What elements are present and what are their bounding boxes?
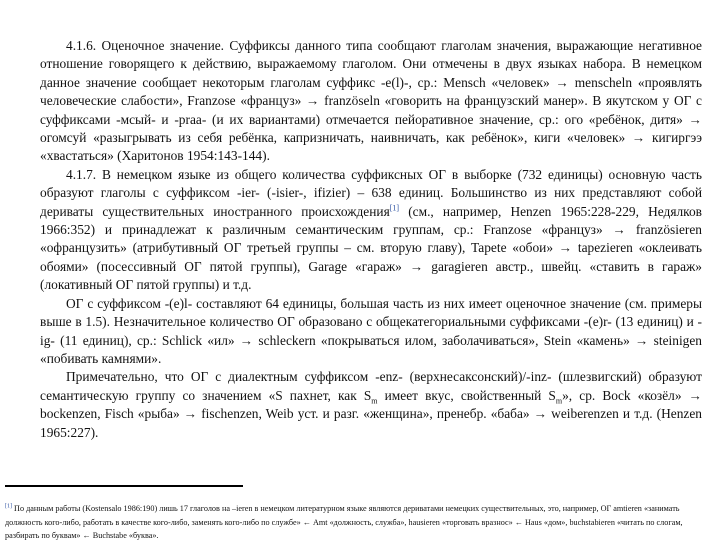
paragraph-4-1-6: 4.1.6. Оценочное значение. Суффиксы данного типа сообщают глаголам значения, выражающие негативное отношение говорящего к действию, выражаемому глаголом. Они отмечены в двух языках набора. В немецком данное значение сообщает некоторым глаголам суффикс -e(l)-, ср.: Mensch «человек» → menscheln «проявлять человеческие слабости», Franzose «француз» → französeln «говорить на французский манер». В якутском у ОГ с суффиксами -мсый- и -prаа- (и их вариантами) отмечается пейоративное значение, ср.: ого «ребёнок, дитя» → огомсуй «разыгрывать из себя ребёнка, капризничать, наивничать, как ребёнок», киги «человек» → кигиргээ «хвастаться» (Харитонов 1954:143-144). [40,38,702,164]
paragraph-text: Примечательно, что ОГ с диалектным суффиксом -enz- (верхнесаксонский)/-inz- (шлезвигский) образуют семантическую группу со значением «S пахнет, как S [40,369,702,403]
paragraph-text: 4.1.7. В немецком языке из общего количества суффиксных ОГ в выборке (732 единицы) основную часть образуют глаголы с суффиксом -ier- (-isier-, ifizier) – 638 единиц. Большинство из них представляют собой дериваты существительных иностранного происхождения [40,166,702,219]
subscript: m [371,396,378,406]
subscript: m [555,396,563,406]
footnote-text: По данным работы (Kostensalo 1986:190) лишь 17 глаголов на –ieren в немецком литературном языке являются дериватами немецких существительных, это, например, ОГ amtieren «занимать должность кого-либо, работать в качестве кого-либо, заменять кого-либо по службе» ← Amt «должность, служба», hausieren «торговать вразнос» ← Haus «дом», buchstabieren «читать по слогам, разбирать по буквам» ← Buchstabe «буква». [5,504,683,540]
footnote-reference-link[interactable]: [1] [389,203,400,213]
paragraph-text: имеет вкус, свойственный S [377,387,556,403]
paragraph-el-suffix: ОГ с суффиксом -(e)l- составляют 64 единицы, большая часть из них имеет оценочное значение (см. примеры выше в 1.5). Незначительное количество ОГ образовано с общекатегориальными суффиксами -(e)r- (13 единиц) и -ig- (11 единиц), ср.: Schlick «ил» → schleckern «покрываться илом, заболачиваться», Stein «камень» → steinigen «побивать камнями». [40,295,702,366]
document-body [40,37,702,442]
paragraph-enz-suffix [40,368,702,442]
paragraph-4-1-7 [40,166,702,295]
footnote-marker[interactable]: [1] [5,503,12,510]
footnote-separator [5,485,243,487]
paragraph-text: (см., например, Henzen 1965:228-229, Недялков 1966:352) и принадлежат к различным семантическим группам, ср.: Franzose «француз» → französieren «офранцузить» (атрибутивный ОГ третьей группы – см. вторую главу), Tapete «обои» → tapezieren «оклеивать обоями» (посессивный ОГ пятой группы), Garage «гараж» → garagieren австр., швейц. «ставить в гараж» (локативный ОГ пятой группы) и т.д. [40,203,703,293]
footnote [5,502,705,543]
paragraph-text: », ср. Bock «козёл» → bockenzen, Fisch «рыба» → fischenzen, Weib уст. и разг. «женщина», пренебр. «баба» → weiberenzen и т.д. (Henzen 1965:227). [40,387,702,440]
